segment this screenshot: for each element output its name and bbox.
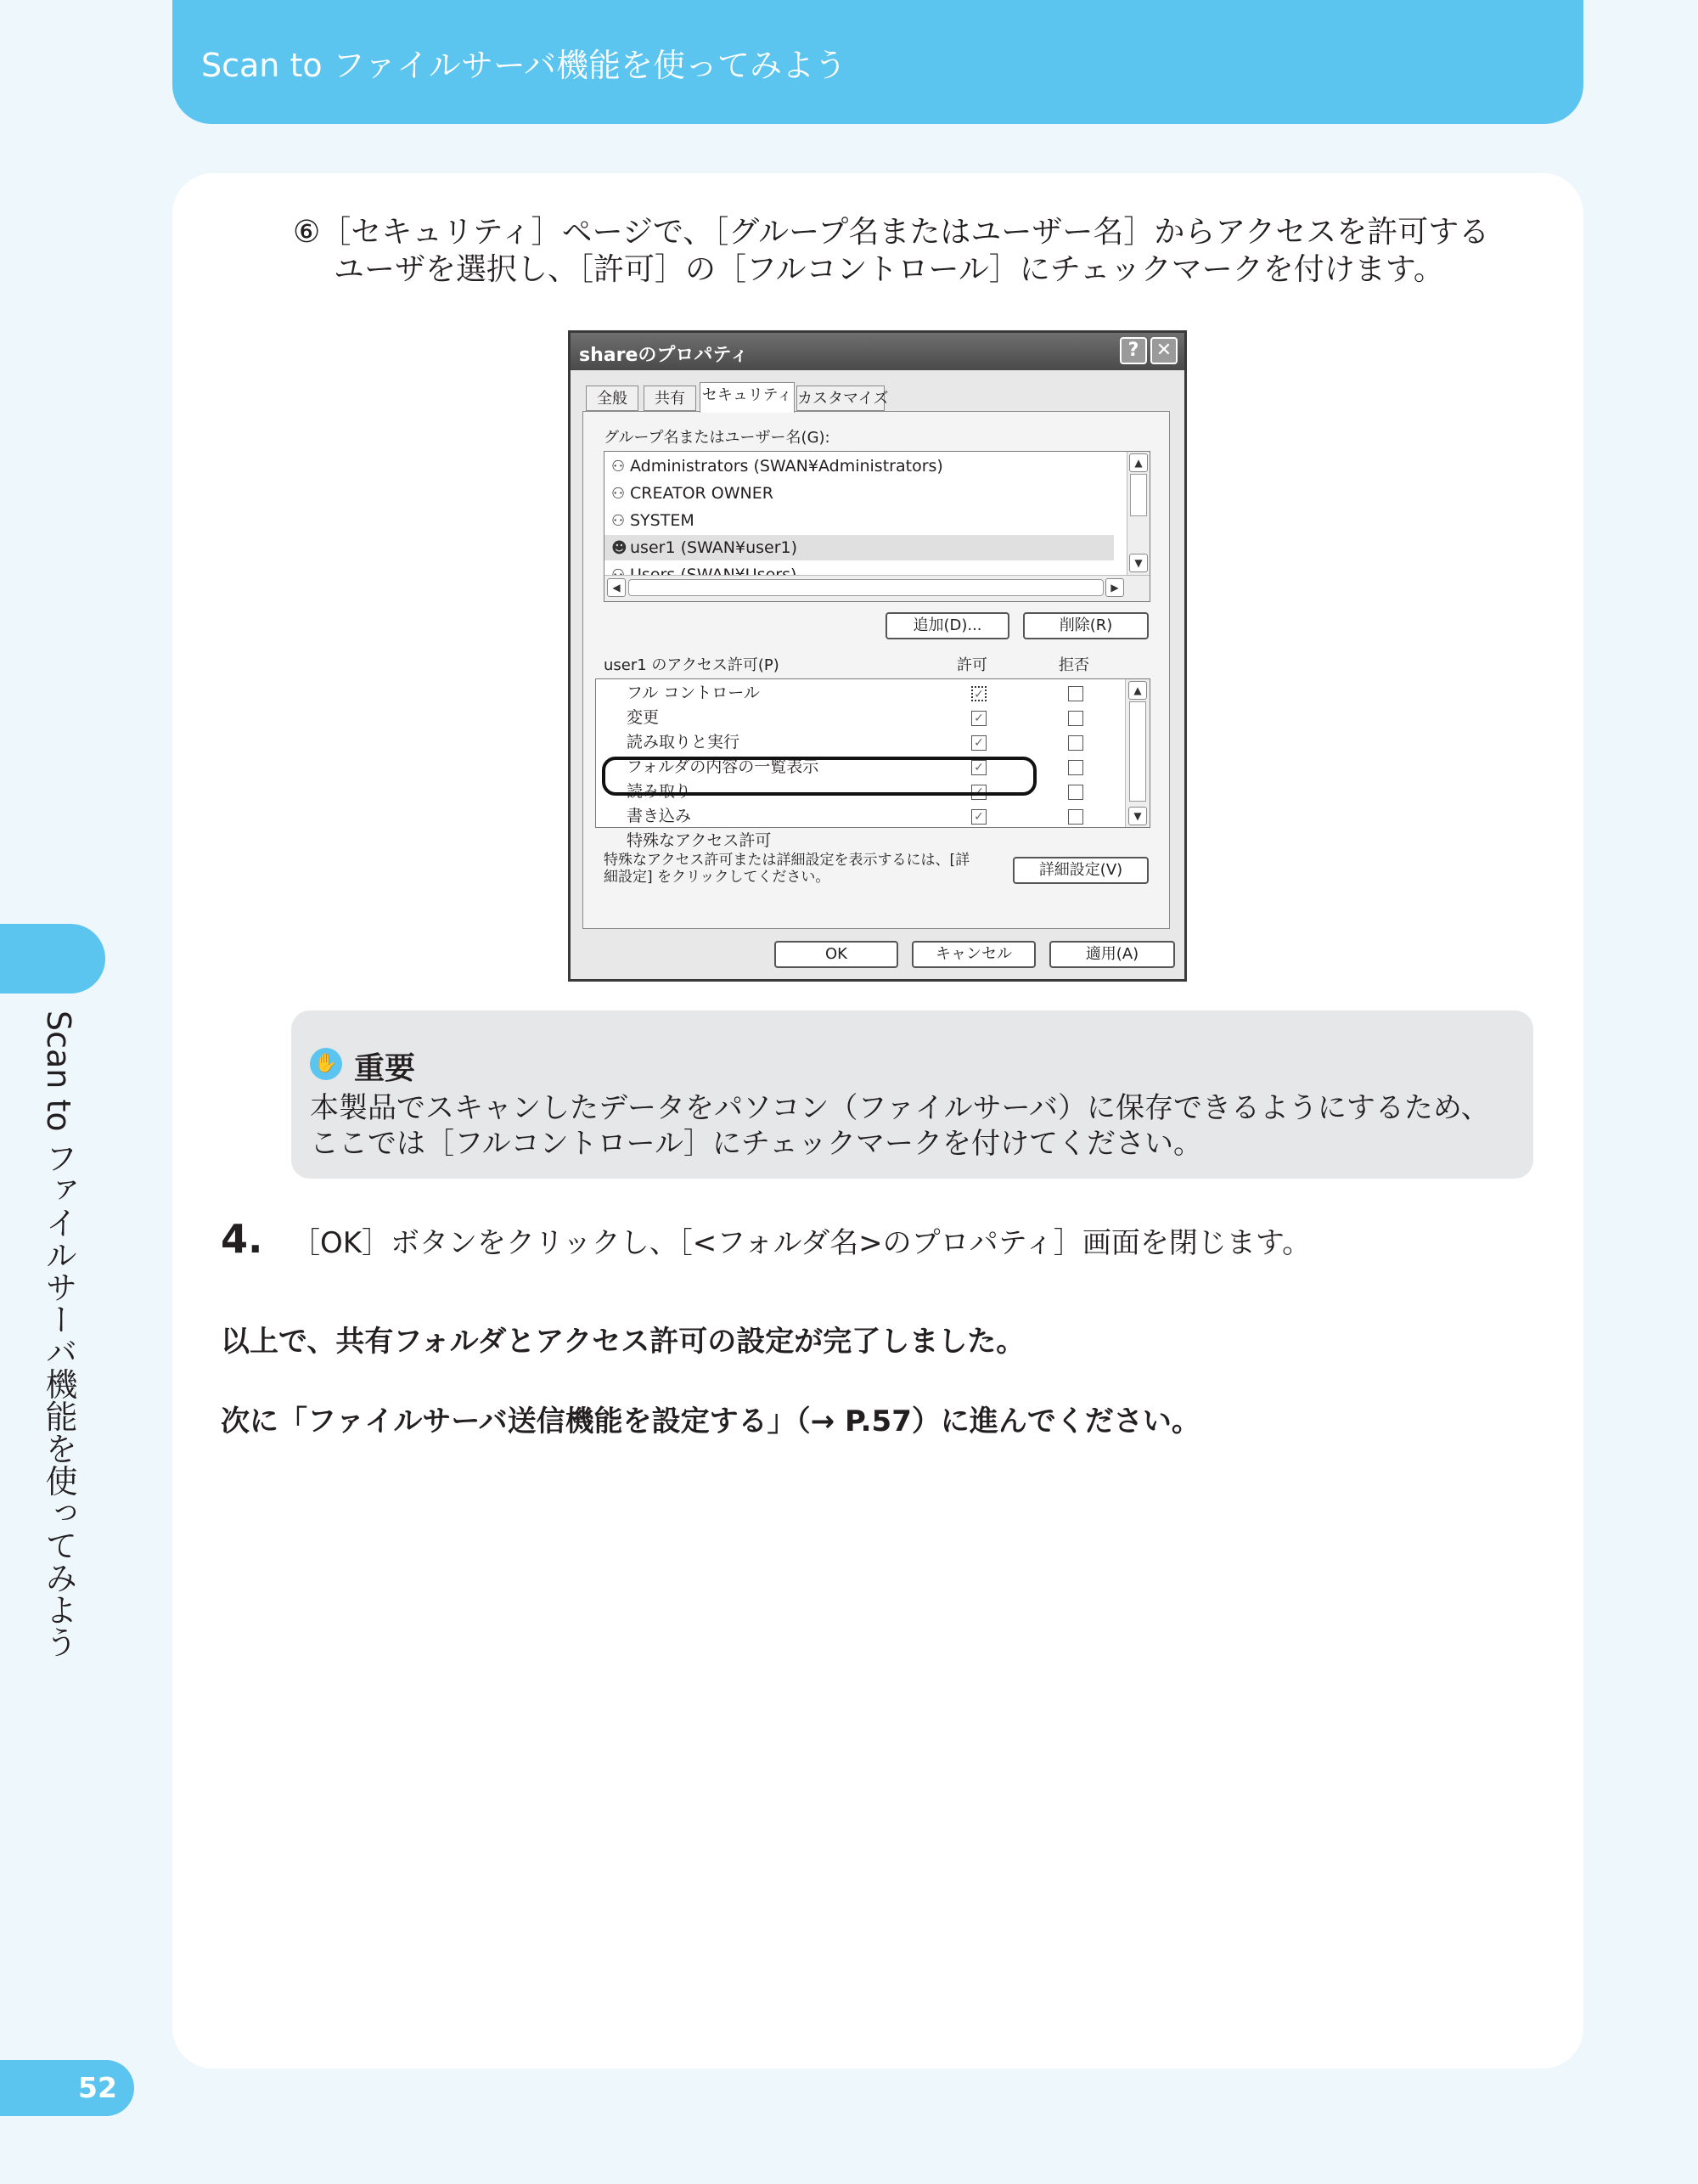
permission-row xyxy=(596,706,1122,730)
scroll-down-icon[interactable]: ▼ xyxy=(1128,807,1147,825)
deny-column-header: 拒否 xyxy=(1059,656,1089,674)
allow-checkbox[interactable]: ✓ xyxy=(971,785,987,800)
advanced-button[interactable]: 詳細設定(V) xyxy=(1013,857,1149,884)
step6-line1: ⑥［セキュリティ］ページで、［グループ名またはユーザー名］からアクセスを許可する xyxy=(293,215,1490,250)
allow-checkbox[interactable]: ✓ xyxy=(971,711,987,726)
permission-label: user1 のアクセス許可(P) xyxy=(604,656,779,674)
list-item[interactable]: ⚇ CREATOR OWNER xyxy=(611,481,1121,506)
group-user-label: グループ名またはユーザー名(G): xyxy=(604,429,830,447)
advanced-note xyxy=(604,852,1003,886)
hscroll-thumb[interactable] xyxy=(628,579,1104,596)
page-number: 52 xyxy=(78,2071,117,2104)
tab-customize[interactable]: カスタマイズ xyxy=(796,386,885,411)
hand-stop-icon: ✋ xyxy=(310,1048,342,1080)
scroll-right-icon[interactable]: ▶ xyxy=(1105,578,1124,597)
scroll-thumb[interactable] xyxy=(1129,701,1146,802)
deny-checkbox[interactable] xyxy=(1068,711,1083,726)
page-number-badge xyxy=(0,2060,134,2116)
completion-text: 以上で、共有フォルダとアクセス許可の設定が完了しました。 xyxy=(221,1325,1026,1359)
permission-row xyxy=(596,804,1122,829)
permission-name: フォルダの内容の一覧表示 xyxy=(627,757,819,776)
advanced-note-line1: 特殊なアクセス許可または詳細設定を表示するには、[詳 xyxy=(604,852,970,869)
user-group-icon: ⚇ xyxy=(611,485,626,503)
page-header xyxy=(172,0,1583,124)
permission-name: 読み取り xyxy=(627,782,692,801)
page-header-title: Scan to ファイルサーバ機能を使ってみよう xyxy=(201,47,847,84)
dialog-title: shareのプロパティ xyxy=(579,345,749,366)
deny-checkbox[interactable] xyxy=(1068,686,1083,701)
permission-row xyxy=(596,829,1122,850)
help-icon[interactable]: ? xyxy=(1120,337,1147,364)
permission-name: 読み取りと実行 xyxy=(627,733,740,751)
permission-name: フル コントロール xyxy=(627,684,760,702)
important-box xyxy=(291,1010,1533,1179)
side-tab-marker xyxy=(0,924,105,993)
tab-general[interactable]: 全般 xyxy=(586,386,638,411)
dialog-titlebar xyxy=(571,333,1184,370)
user-group-icon: ⚇ xyxy=(611,458,626,476)
list-item[interactable]: ⚇ SYSTEM xyxy=(611,508,1121,533)
close-icon[interactable]: ✕ xyxy=(1150,337,1178,364)
ok-button[interactable]: OK xyxy=(774,941,898,968)
user-list-vscrollbar[interactable] xyxy=(1127,452,1150,575)
step4-number: 4. xyxy=(221,1216,263,1262)
scroll-down-icon[interactable]: ▼ xyxy=(1129,554,1148,572)
remove-button[interactable]: 削除(R) xyxy=(1023,612,1149,639)
security-tab-panel xyxy=(582,411,1170,929)
user-group-icon: ⚇ xyxy=(611,512,626,530)
allow-checkbox[interactable]: ✓ xyxy=(971,760,987,775)
apply-button[interactable]: 適用(A) xyxy=(1049,941,1175,968)
permission-row xyxy=(596,730,1122,755)
list-item-selected[interactable]: ☻ user1 (SWAN¥user1) xyxy=(604,535,1114,560)
important-text: 本製品でスキャンしたデータをパソコン（ファイルサーバ）に保存できるようにするため、ここでは［フルコントロール］にチェックマークを付けてください。 xyxy=(310,1091,1490,1161)
permission-vscrollbar[interactable] xyxy=(1125,679,1150,827)
deny-checkbox[interactable] xyxy=(1068,809,1083,825)
allow-checkbox[interactable]: ✓ xyxy=(971,735,987,751)
permission-name: 書き込み xyxy=(627,807,692,825)
deny-checkbox[interactable] xyxy=(1068,785,1083,800)
advanced-note-line2: 細設定] をクリックしてください。 xyxy=(604,869,830,886)
user-icon: ☻ xyxy=(611,539,627,557)
deny-checkbox[interactable] xyxy=(1068,760,1083,775)
user-list-hscrollbar[interactable] xyxy=(604,575,1150,601)
allow-checkbox[interactable]: ✓ xyxy=(971,686,987,701)
scroll-left-icon[interactable]: ◀ xyxy=(607,578,626,597)
scroll-thumb[interactable] xyxy=(1130,474,1147,516)
permission-row xyxy=(596,681,1122,706)
scroll-up-icon[interactable]: ▲ xyxy=(1129,453,1148,472)
full-control-highlight xyxy=(602,757,1037,796)
step4-text: ［OK］ボタンをクリックし、［<フォルダ名>のプロパティ］画面を閉じます。 xyxy=(291,1226,1312,1260)
permission-list xyxy=(595,678,1150,850)
permission-name: 変更 xyxy=(627,708,660,727)
tab-security[interactable]: セキュリティ xyxy=(700,382,795,413)
list-item[interactable]: ⚇ Administrators (SWAN¥Administrators) xyxy=(611,453,1121,479)
tab-sharing[interactable]: 共有 xyxy=(644,386,696,411)
add-button[interactable]: 追加(D)... xyxy=(886,612,1009,639)
step6-line2: ユーザを選択し、［許可］の［フルコントロール］にチェックマークを付けます。 xyxy=(334,252,1444,287)
important-title: 重要 xyxy=(354,1051,416,1086)
permission-name: 特殊なアクセス許可 xyxy=(627,831,772,850)
scroll-up-icon[interactable]: ▲ xyxy=(1128,681,1147,700)
deny-checkbox[interactable] xyxy=(1068,735,1083,751)
next-step-text: 次に「ファイルサーバ送信機能を設定する」（→ P.57）に進んでください。 xyxy=(221,1404,1200,1438)
allow-checkbox[interactable]: ✓ xyxy=(971,809,987,825)
step6-instruction xyxy=(293,214,1549,289)
allow-column-header: 許可 xyxy=(957,656,987,674)
user-listbox[interactable] xyxy=(604,451,1150,602)
list-item[interactable] xyxy=(611,562,1121,574)
cancel-button[interactable]: キャンセル xyxy=(912,941,1036,968)
properties-dialog xyxy=(568,330,1187,982)
side-vertical-title: Scan to ファイルサーバ機能を使ってみよう xyxy=(40,1010,77,1658)
